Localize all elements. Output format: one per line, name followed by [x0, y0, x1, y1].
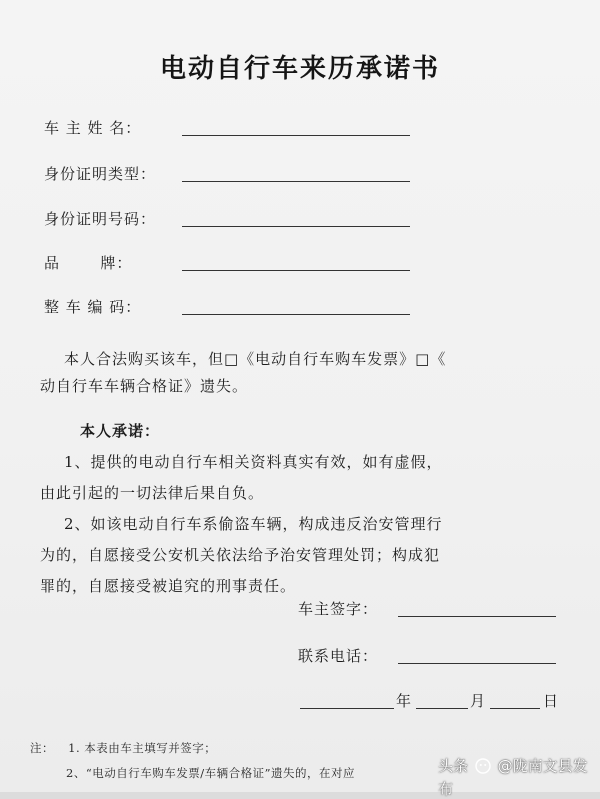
field-label: 身份证明号码：	[44, 210, 157, 228]
field-owner-name	[44, 117, 176, 138]
blank-line	[182, 270, 410, 271]
intro-paragraph	[40, 344, 560, 402]
day-label: 日	[543, 692, 559, 710]
day-blank	[490, 708, 540, 709]
phone-label: 联系电话：	[298, 647, 379, 665]
blank-line	[398, 663, 556, 664]
commitment-item-1-line-1: 1、提供的电动自行车相关资料真实有效，如有虚假，	[64, 453, 443, 471]
owner-signature-label: 车主签字：	[298, 600, 379, 618]
blank-line	[398, 616, 556, 617]
field-label: 整 车 编 码：	[44, 298, 142, 316]
notes-prefix: 注：	[30, 741, 54, 755]
note-2-text: 2、“电动自行车购车发票/车辆合格证”遗失的，在对应	[66, 766, 355, 780]
phone-field	[298, 645, 378, 666]
month-label: 月	[470, 692, 486, 710]
blank-line	[182, 135, 410, 136]
field-brand	[44, 252, 176, 273]
commitment-section	[40, 416, 560, 602]
field-label: 身份证明类型：	[44, 165, 157, 183]
owner-signature-field	[298, 598, 378, 619]
intro-line-2: 动自行车车辆合格证》遗失。	[40, 377, 249, 395]
watermark-text-2: @陇南文县发布	[438, 757, 588, 798]
watermark	[438, 755, 600, 799]
note-2	[66, 765, 355, 781]
field-id-number	[44, 208, 176, 229]
commitment-item-2-line-3: 罪的，自愿接受被追究的刑事责任。	[40, 577, 297, 595]
commitment-item-1-line-2: 由此引起的一切法律后果自负。	[40, 484, 265, 502]
commitment-item-2-line-2: 为的，自愿接受公安机关依法给予治安管理处罚；构成犯	[40, 546, 441, 564]
month-blank	[416, 708, 468, 709]
date-field	[300, 690, 570, 712]
blank-line	[182, 226, 410, 227]
document-title: 电动自行车来历承诺书	[159, 54, 440, 84]
blank-line	[182, 181, 410, 182]
note-1	[30, 740, 216, 756]
field-id-type	[44, 163, 176, 184]
intro-line-1: 本人合法购买该车，但□《电动自行车购车发票》□《	[64, 350, 447, 368]
commitment-heading: 本人承诺：	[80, 422, 161, 440]
field-frame-code	[44, 296, 176, 317]
year-label: 年	[396, 692, 412, 710]
year-blank	[300, 708, 394, 709]
commitment-item-2-line-1: 2、如该电动自行车系偷盗车辆，构成违反治安管理行	[64, 515, 443, 533]
note-1-text: 1. 本表由车主填写并签字；	[68, 741, 217, 755]
wechat-icon	[475, 758, 491, 778]
watermark-text-1: 头条	[438, 757, 469, 775]
field-label: 车 主 姓 名：	[44, 119, 142, 137]
blank-line	[182, 314, 410, 315]
field-label: 品 牌：	[44, 254, 133, 272]
